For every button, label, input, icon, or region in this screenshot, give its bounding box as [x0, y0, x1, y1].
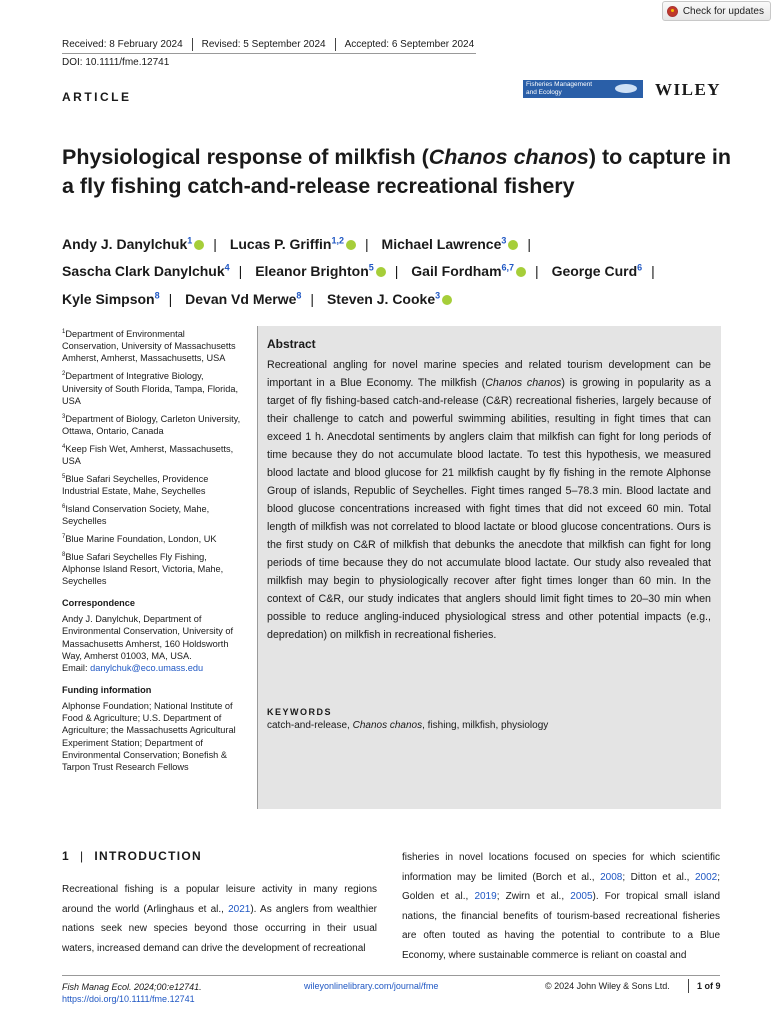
journal-url-link[interactable]: wileyonlinelibrary.com/journal/fme — [304, 981, 439, 991]
page-number: 1 of 9 — [697, 981, 721, 991]
affiliation: $^8$Blue Safari Seychelles Fly Fishing, Alphonse Island Resort, Victoria, Mahe, Seychelles — [62, 551, 224, 587]
journal-logo-line1: Fisheries Management — [526, 81, 593, 88]
publisher-logo: WILEY — [655, 80, 722, 99]
orcid-icon[interactable] — [376, 267, 386, 277]
title-text: Physiological response of milkfish ( — [62, 145, 429, 169]
title-species: Chanos chanos — [428, 145, 589, 169]
article-type: ARTICLE — [62, 90, 132, 104]
author[interactable]: Gail Fordham$^{6,7}$ — [411, 263, 526, 279]
doi: DOI: 10.1111/fme.12741 — [62, 57, 170, 68]
affiliation: $^1$Department of Environmental Conservation, University of Massachusetts Amherst, Amherst, Massachusetts, USA — [62, 329, 236, 364]
doi-link[interactable]: https://doi.org/10.1111/fme.12741 — [62, 994, 195, 1004]
orcid-icon[interactable] — [442, 295, 452, 305]
orcid-icon[interactable] — [516, 267, 526, 277]
revised-date: Revised: 5 September 2024 — [201, 39, 326, 50]
affiliation: $^4$Keep Fish Wet, Amherst, Massachusetts, USA — [62, 443, 234, 466]
affiliation: $^3$Department of Biology, Carleton University, Ottawa, Ontario, Canada — [62, 413, 241, 436]
author[interactable]: Kyle Simpson$^8$ — [62, 290, 160, 307]
section-heading-introduction: 1 | INTRODUCTION — [62, 849, 202, 863]
journal-logo — [523, 80, 643, 98]
keywords-heading: KEYWORDS — [267, 707, 333, 717]
affiliation: $^5$Blue Safari Seychelles, Providence Industrial Estate, Mahe, Seychelles — [62, 473, 209, 496]
citation-link[interactable]: 2008 — [600, 871, 623, 883]
citation-link[interactable]: 2005 — [570, 891, 593, 902]
funding-text: Alphonse Foundation; National Institute of Food & Agriculture; U.S. Department of Agriculture; the Massachusetts Agricultural Experiment Station; Department of Environmental Conservation; Bonefish & Tarpon Trust Research Fellows — [62, 700, 236, 772]
author-list: Andy J. Danylchuk$^1$ | Lucas P. Griffin$^{1,2}$ | Michael Lawrence$^3$ | Sascha Clark Danylchuk$^4$ | Eleanor Brighton$^5$ | Gail Fordham$^{6,7}$ | George Curd$^6$ | Kyle Simpson$^8$ | Devan Vd Merwe$^8$ | Steven J. Cooke$^3$ — [62, 235, 655, 307]
orcid-icon[interactable] — [508, 240, 518, 250]
author[interactable]: Michael Lawrence$^3$ — [382, 236, 519, 252]
abstract-rule — [257, 326, 258, 809]
journal-logo-line2: and Ecology — [526, 88, 562, 96]
keywords: catch-and-release, Chanos chanos, fishing, milkfish, physiology — [267, 720, 549, 731]
email-link[interactable]: danylchuk@eco.umass.edu — [90, 662, 204, 673]
correspondence-text: Andy J. Danylchuk, Department of Environmental Conservation, University of Massachusetts Amherst, 160 Holdsworth Way, Amherst 01003, MA, USA. Email: danylchuk@eco.umass.edu — [62, 614, 234, 673]
author[interactable]: Lucas P. Griffin$^{1,2}$ — [230, 236, 356, 252]
affiliation: $^2$Department of Integrative Biology, University of South Florida, Tampa, Florida, USA — [62, 371, 238, 406]
check-for-updates-button[interactable] — [662, 1, 771, 21]
crossmark-icon — [667, 6, 678, 17]
abstract-text: Recreational angling for novel marine species and related tourism development can be important in a Blue Economy. The milkfish (Chanos chanos) is growing in popularity as a target of fly fishing-based catch-and-release (C&R) recreational fisheries, largely because of their challenge to catch and powerful swimming abilities, resulting in fight times that can exceed 1 h. Anecdotal sentiments by anglers claim that milkfish can fight for long periods of time because they do not accumulate blood lactate. To test this hypothesis, we measured blood lactate and blood glucose for 21 milkfish caught by fly fishing in the remote Alphonse Group of islands, Republic of Seychelles. Fight times ranged 5–78.3 min. Blood lactate and blood glucose concentrations increased with fight times that did not exceed 60 min. Total length of milkfish was not correlated to blood lactate or blood glucose concentrations. Ours is the first study on C&R of milkfish that debunks the anecdote that milkfish can fight for long periods of time because they do not accumulate blood lactate. Our study also revealed that milkfish may begin to physiologically recover after fight times longer than 60 min. In the context of C&R, our study indicates that anglers should limit fight times to 20–30 min when possible to reduce angling-induced physiological stress and other potential impacts (e.g., depredation) on milkfish in recreational fisheries. — [267, 359, 711, 641]
intro-column-2: fisheries in novel locations focused on species for which scientific information may be limited (Borch et al., 2008; Ditton et al., 2002; Golden et al., 2019; Zwirn et al., 2005). For tropical small island nations, the financial benefits of tourism-based recreational fisheries are often touted as having the potential to contribute to a Blue Economy, where sustainable commerce is reliant on coastal and — [402, 852, 720, 961]
author[interactable]: Steven J. Cooke$^3$ — [327, 291, 452, 307]
page-title — [62, 143, 742, 201]
title-text: ) to capture in a fly fishing catch-and-release recreational fishery — [62, 145, 732, 198]
citation-link[interactable]: 2019 — [474, 891, 497, 902]
article-dates — [62, 38, 474, 51]
accepted-date: Accepted: 6 September 2024 — [344, 39, 475, 50]
affiliation: $^6$Island Conservation Society, Mahe, Seychelles — [62, 503, 210, 526]
affiliation: $^7$Blue Marine Foundation, London, UK — [62, 533, 217, 544]
affiliations — [62, 326, 242, 777]
orcid-icon[interactable] — [194, 240, 204, 250]
author[interactable]: Devan Vd Merwe$^8$ — [185, 290, 302, 307]
copyright: © 2024 John Wiley & Sons Ltd. — [545, 981, 670, 991]
date-separator — [192, 38, 193, 51]
author[interactable]: Andy J. Danylchuk$^1$ — [62, 236, 204, 252]
author[interactable]: Sascha Clark Danylchuk$^4$ — [62, 262, 230, 280]
citation-link[interactable]: 2021 — [228, 903, 251, 915]
check-for-updates-label: Check for updates — [682, 5, 764, 17]
footer-separator — [688, 979, 689, 993]
received-date: Received: 8 February 2024 — [62, 39, 183, 50]
abstract-heading: Abstract — [267, 337, 316, 351]
intro-column-1: Recreational fishing is a popular leisure activity in many regions around the world (Arlinghaus et al., 2021). As anglers from wealthier nations seek new species beyond those occurring in their usual waters, increased demand can drive the development of recreational — [62, 884, 377, 954]
citation-link[interactable]: 2002 — [694, 871, 718, 883]
header-rule — [62, 53, 476, 54]
author[interactable]: Eleanor Brighton$^5$ — [255, 263, 386, 279]
funding-heading: Funding information — [62, 685, 152, 696]
date-separator — [335, 38, 336, 51]
author[interactable]: George Curd$^6$ — [551, 262, 643, 280]
footer-rule — [62, 975, 720, 976]
correspondence-heading: Correspondence — [62, 598, 136, 609]
footer-citation: Fish Manag Ecol. 2024;00:e12741. https://doi.org/10.1111/fme.12741 — [62, 982, 202, 1004]
fish-icon — [615, 84, 637, 93]
orcid-icon[interactable] — [346, 240, 356, 250]
